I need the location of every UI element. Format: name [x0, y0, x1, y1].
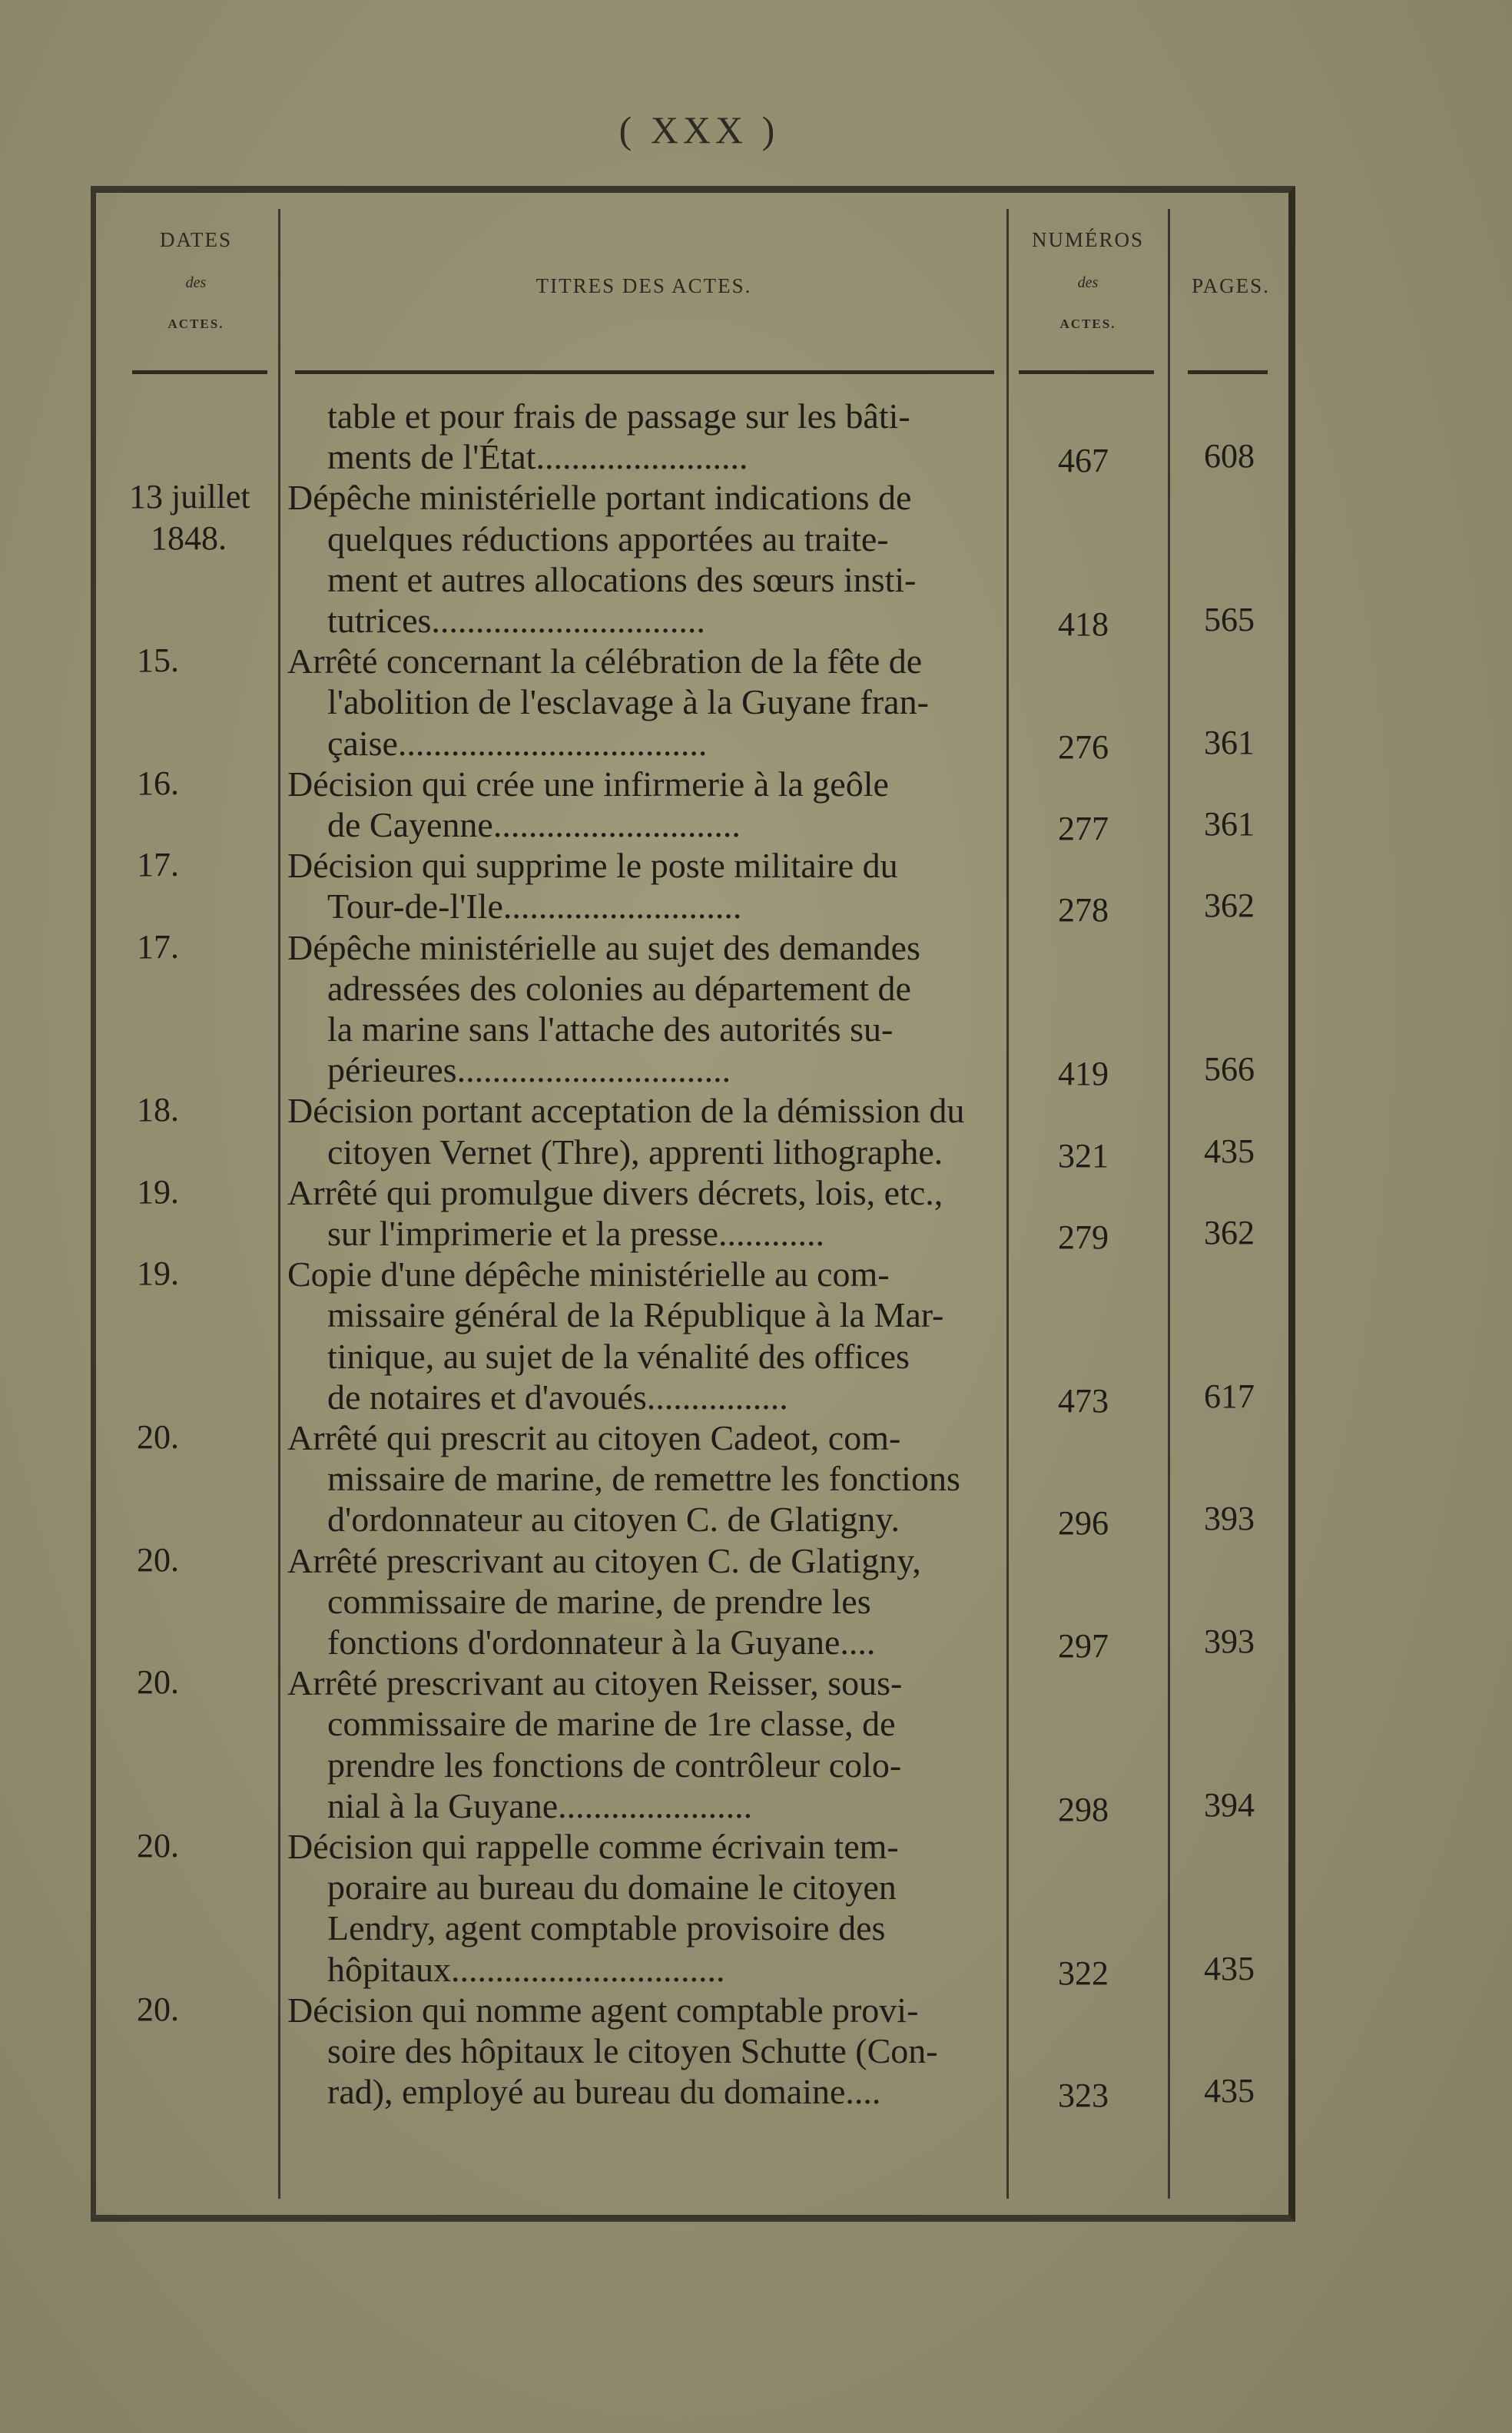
row-title-line: missaire général de la République à la Mar- [327, 1295, 944, 1335]
row-title-line: sur l'imprimerie et la presse............ [327, 1214, 825, 1253]
row-date: 20. [137, 1418, 179, 1456]
row-numero: 322 [1058, 1954, 1109, 1992]
row-title-line: citoyen Vernet (Thre), apprenti lithographe. [327, 1132, 943, 1172]
row-title-line: commissaire de marine de 1re classe, de [327, 1704, 896, 1744]
row-title-line: l'abolition de l'esclavage à la Guyane fran- [327, 682, 929, 722]
row-title-line: périeures............................... [327, 1050, 731, 1090]
row-title-line: Décision qui nomme agent comptable provi- [287, 1990, 919, 2030]
row-title-line: fonctions d'ordonnateur à la Guyane.... [327, 1623, 876, 1662]
row-numero: 298 [1058, 1790, 1109, 1828]
row-title-line: Décision qui crée une infirmerie à la geôle [287, 764, 889, 804]
row-date: 19. [137, 1172, 179, 1211]
row-title-line: Arrêté qui promulgue divers décrets, lois, etc., [287, 1172, 943, 1212]
page-number: ( XXX ) [618, 108, 780, 151]
row-title-line: la marine sans l'attache des autorités su- [327, 1009, 894, 1049]
row-numero: 323 [1058, 2077, 1109, 2115]
row-numero: 467 [1058, 442, 1109, 480]
row-title-line: nial à la Guyane...................... [327, 1785, 753, 1825]
header-rule-numeros [1019, 370, 1154, 374]
row-title-line: commissaire de marine, de prendre les [327, 1581, 871, 1621]
row-page: 435 [1204, 1132, 1255, 1170]
row-title-line: tinique, au sujet de la vénalité des offices [327, 1336, 910, 1376]
row-title-line: çaise................................... [327, 723, 708, 763]
row-title-line: Copie d'une dépêche ministérielle au com- [287, 1255, 890, 1294]
row-date: 16. [137, 764, 179, 802]
row-numero: 297 [1058, 1627, 1109, 1665]
header-dates-actes: ACTES. [167, 317, 224, 331]
row-title-line: Décision qui rappelle comme écrivain tem- [287, 1827, 899, 1866]
row-date: 15. [137, 641, 179, 680]
row-numero: 296 [1058, 1504, 1109, 1543]
row-title-line: Lendry, agent comptable provisoire des [327, 1908, 886, 1948]
row-title-line: soire des hôpitaux le citoyen Schutte (Con- [327, 2031, 938, 2070]
row-page: 393 [1204, 1623, 1255, 1660]
row-page: 565 [1204, 601, 1255, 638]
row-date: 13 juillet [129, 478, 250, 516]
row-page: 361 [1204, 723, 1255, 761]
row-page: 608 [1204, 437, 1255, 476]
row-title-line: table et pour frais de passage sur les bâti- [327, 396, 910, 436]
row-title-line: ments de l'État........................ [327, 437, 748, 477]
row-title-line: de Cayenne............................ [327, 805, 741, 844]
header-pages: PAGES. [1192, 274, 1270, 297]
row-title-line: tutrices............................... [327, 601, 705, 640]
row-date: 20. [137, 1540, 179, 1579]
header-numeros-actes: ACTES. [1059, 317, 1116, 331]
header-rule-titres [295, 370, 994, 374]
header-titres: TITRES DES ACTES. [536, 274, 752, 297]
row-title-line: Arrêté prescrivant au citoyen Reisser, sous- [287, 1663, 903, 1703]
row-date: 17. [137, 846, 179, 884]
row-date: 19. [137, 1255, 179, 1293]
row-page: 394 [1204, 1785, 1255, 1824]
row-page: 435 [1204, 2072, 1255, 2110]
row-date: 17. [137, 927, 179, 966]
row-page: 566 [1204, 1050, 1255, 1089]
row-title-line: hôpitaux............................... [327, 1949, 725, 1989]
row-title-line: Dépêche ministérielle au sujet des demandes [287, 927, 920, 967]
row-numero: 321 [1058, 1136, 1109, 1175]
row-title-line: Arrêté qui prescrit au citoyen Cadeot, com- [287, 1418, 901, 1457]
header-numeros-des: des [1077, 274, 1099, 291]
row-title-line: rad), employé au bureau du domaine.... [327, 2072, 881, 2112]
column-rule-titres [1006, 209, 1009, 2199]
row-page: 361 [1204, 805, 1255, 843]
row-title-line: prendre les fonctions de contrôleur colo- [327, 1745, 902, 1785]
column-rule-numeros [1168, 209, 1170, 2199]
row-date: 1848. [151, 519, 227, 557]
row-title-line: missaire de marine, de remettre les fonctions [327, 1459, 960, 1499]
row-page: 393 [1204, 1500, 1255, 1538]
row-title-line: Arrêté prescrivant au citoyen C. de Glatigny, [287, 1540, 921, 1580]
row-page: 362 [1204, 1214, 1255, 1251]
row-numero: 278 [1058, 891, 1109, 930]
row-title-line: d'ordonnateur au citoyen C. de Glatigny. [327, 1500, 900, 1540]
row-numero: 473 [1058, 1381, 1109, 1420]
row-numero: 276 [1058, 728, 1109, 766]
row-title-line: Décision qui supprime le poste militaire du [287, 846, 898, 886]
row-page: 617 [1204, 1377, 1255, 1415]
row-date: 20. [137, 1827, 179, 1865]
row-date: 18. [137, 1091, 179, 1129]
row-title-line: ment et autres allocations des sœurs insti- [327, 559, 917, 599]
row-date: 20. [137, 1990, 179, 2028]
row-numero: 279 [1058, 1218, 1109, 1256]
row-title-line: de notaires et d'avoués................ [327, 1377, 788, 1417]
header-dates-des: des [185, 274, 207, 291]
row-title-line: Dépêche ministérielle portant indications de [287, 478, 912, 518]
row-numero: 419 [1058, 1055, 1109, 1093]
row-numero: 418 [1058, 605, 1109, 643]
header-numeros: NUMÉROS [1031, 228, 1145, 251]
row-numero: 277 [1058, 810, 1109, 847]
header-dates: DATES [159, 228, 232, 251]
row-title-line: poraire au bureau du domaine le citoyen [327, 1868, 897, 1908]
row-title-line: Décision portant acceptation de la démission du [287, 1091, 965, 1131]
row-title-line: Arrêté concernant la célébration de la fête de [287, 641, 923, 681]
row-title-line: adressées des colonies au département de [327, 968, 911, 1008]
row-page: 362 [1204, 887, 1255, 925]
header-rule-pages [1188, 370, 1268, 374]
row-title-line: quelques réductions apportées au traite- [327, 519, 889, 559]
row-page: 435 [1204, 1949, 1255, 1987]
row-title-line: Tour-de-l'Ile........................... [327, 887, 742, 926]
header-rule-dates [132, 370, 267, 374]
row-date: 20. [137, 1663, 179, 1702]
